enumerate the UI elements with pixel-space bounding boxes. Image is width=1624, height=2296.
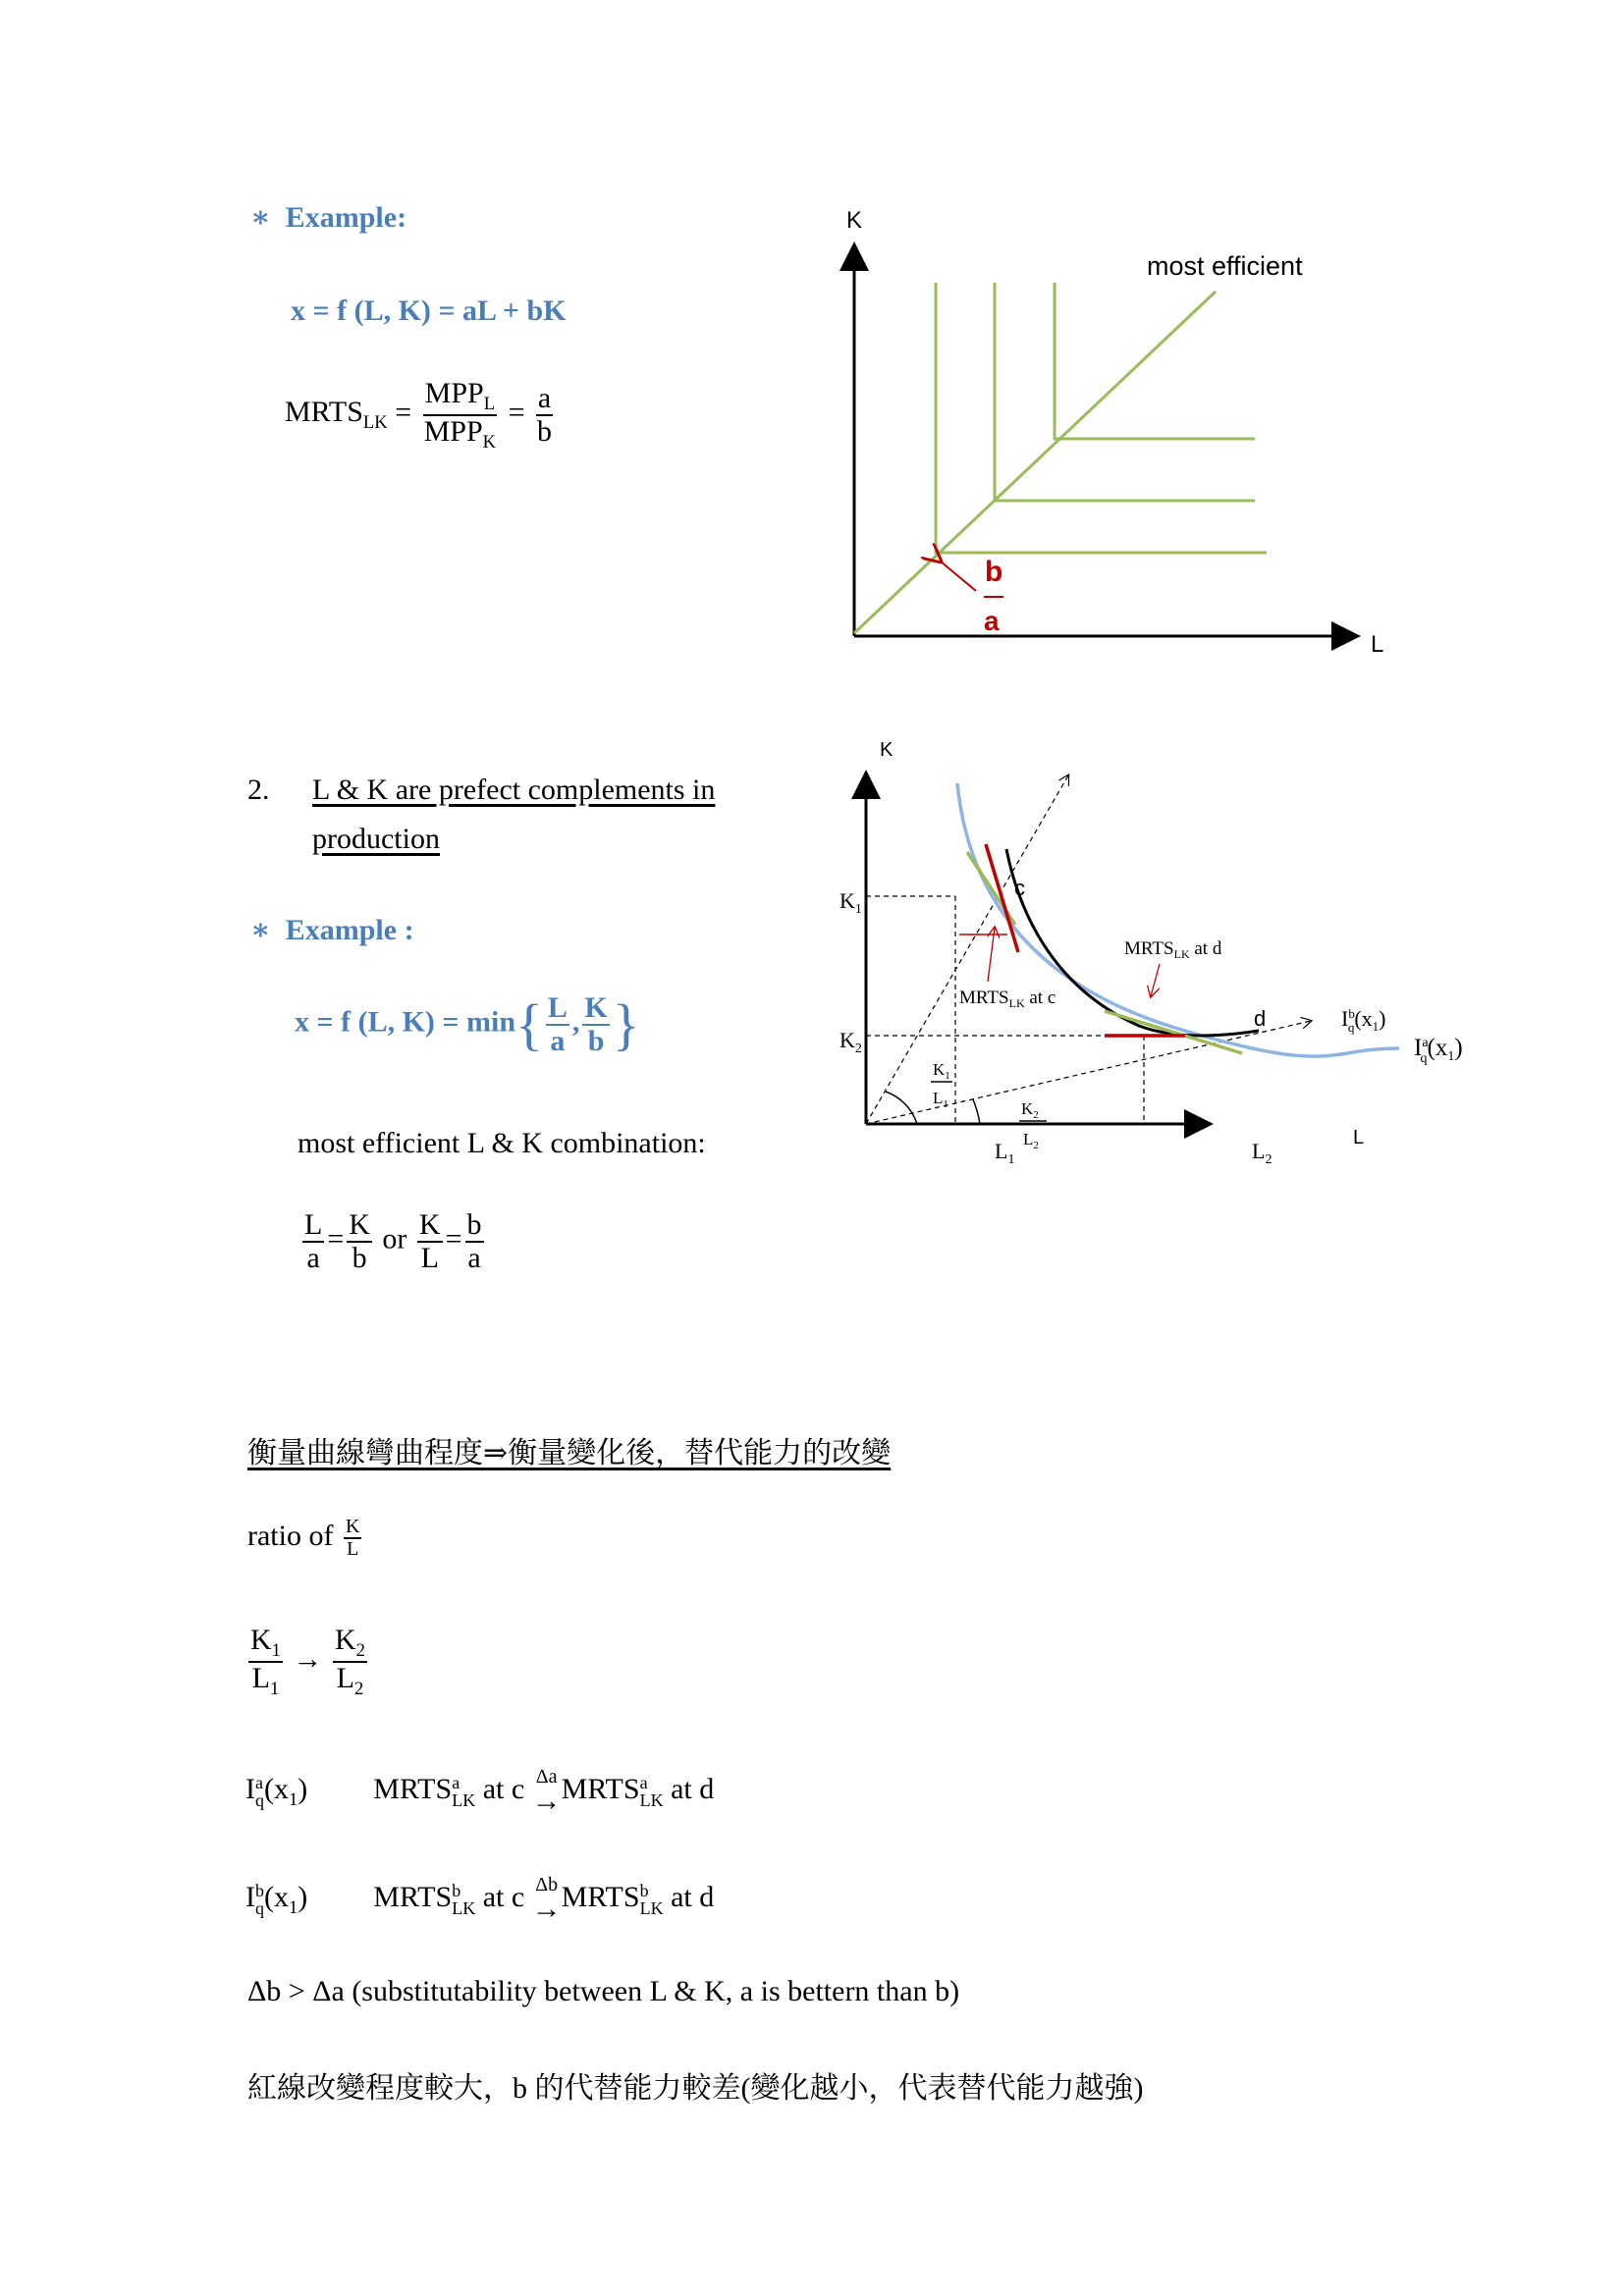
l1-label: $L_1$ — [995, 1139, 1015, 1167]
point-c-label: c — [1014, 876, 1025, 900]
ratio-k1-l1-den: $L_1$ — [933, 1089, 948, 1110]
ratio-k2-l2-den: $L_2$ — [1023, 1130, 1039, 1151]
efficient-ray — [854, 292, 1216, 633]
most-efficient-label: most efficient — [1147, 251, 1303, 281]
section2-number: 2. — [247, 774, 270, 806]
notes-heading: 衡量曲線彎曲程度⇒衡量變化後，替代能力的改變 — [247, 1437, 892, 1469]
ray-c — [866, 775, 1068, 1124]
ab-fraction: $\frac{a}{b}$ — [537, 382, 553, 448]
l-axis-label: L — [1371, 631, 1384, 658]
tangent-a-at-d — [1105, 1011, 1242, 1053]
combination-label: most efficient L & K combination: — [298, 1127, 706, 1159]
mpp-fraction: $\frac{MPP_L}{MPP_K}$ — [423, 377, 497, 453]
k-axis-label: K — [880, 739, 893, 761]
ratio-k2-l2-num: $K_2$ — [1021, 1099, 1039, 1121]
min-function: x = f (L, K) = min{ $\frac{L}{a}$ , $\frac{K}{b}$ } — [295, 991, 640, 1057]
isoquant-2 — [995, 283, 1255, 501]
combination-equation: $\frac{L}{a}$ = $\frac{K}{b}$ or $\frac{K}{L}$ = $\frac{b}{a}$ — [304, 1208, 482, 1274]
mrts-c-arrow — [988, 928, 995, 982]
comparison-statement: Δb > Δa (substitutability between L & K, a is bettern than b) — [247, 1975, 960, 2007]
angle-c-arc — [886, 1092, 917, 1124]
k1-label: $K_1$ — [839, 888, 862, 917]
asterisk-icon: ∗ — [250, 914, 271, 946]
example1-function: x = f (L, K) = aL + bK — [291, 294, 567, 327]
slope-arrow — [941, 561, 976, 591]
section2-title-line1: L & K are prefect complements in — [312, 774, 716, 806]
perfect-substitutes-graph — [0, 0, 1624, 687]
mrts-d-label: $MRTS_{LK}$ at d — [1124, 938, 1222, 961]
mrts-d-arrow — [1151, 964, 1160, 996]
asterisk-icon: ∗ — [250, 201, 271, 234]
mrts-c-label: $MRTS_{LK}$ at c — [959, 988, 1056, 1010]
isoquant-b-label: $I^b$ $q(x_1)$ — [1341, 1006, 1386, 1035]
point-d-label: d — [1254, 1006, 1267, 1031]
ratio-k1-l1-num: $K_1$ — [933, 1060, 950, 1082]
example1-label: Example: — [285, 201, 407, 234]
slope-numerator: b — [985, 556, 1003, 588]
angle-d-arc — [973, 1099, 980, 1124]
ratio-of-line: ratio of $\frac{K}{L}$ — [247, 1516, 360, 1560]
isoquant-a-curve — [957, 783, 1399, 1056]
equals: = — [395, 396, 412, 429]
l-axis-label: L — [1353, 1127, 1365, 1148]
section2-title-line2: production — [312, 823, 440, 855]
isoquant-1 — [936, 283, 1267, 553]
mrts-lhs: $MRTS_{LK}$ — [285, 396, 388, 434]
k2-label: $K_2$ — [839, 1028, 862, 1056]
k-axis-label: K — [846, 207, 863, 234]
isoquant-a-label: $I^a$ $q(x_1)$ — [1414, 1035, 1463, 1066]
substitutability-graph — [0, 687, 1624, 1198]
l2-label: $L_2$ — [1252, 1139, 1272, 1167]
isoquant-a-mrts-line: I a q $(x_1)$ MRTS a LK at c Δa → MRTS a LK at d — [245, 1766, 715, 1817]
isoquant-b-mrts-line: I b q $(x_1)$ MRTS b LK at c Δb → MRTS b LK at d — [245, 1874, 715, 1925]
ratio-change: $\frac{K_1}{L_1}$ → $\frac{K_2}{L_2}$ — [250, 1624, 365, 1699]
slope-denominator: a — [984, 606, 1000, 636]
equals: = — [508, 396, 525, 429]
conclusion-statement: 紅線改變程度較大，b 的代替能力較差(變化越小，代表替代能力越強) — [247, 2072, 1144, 2105]
example2-label: Example : — [285, 914, 414, 946]
